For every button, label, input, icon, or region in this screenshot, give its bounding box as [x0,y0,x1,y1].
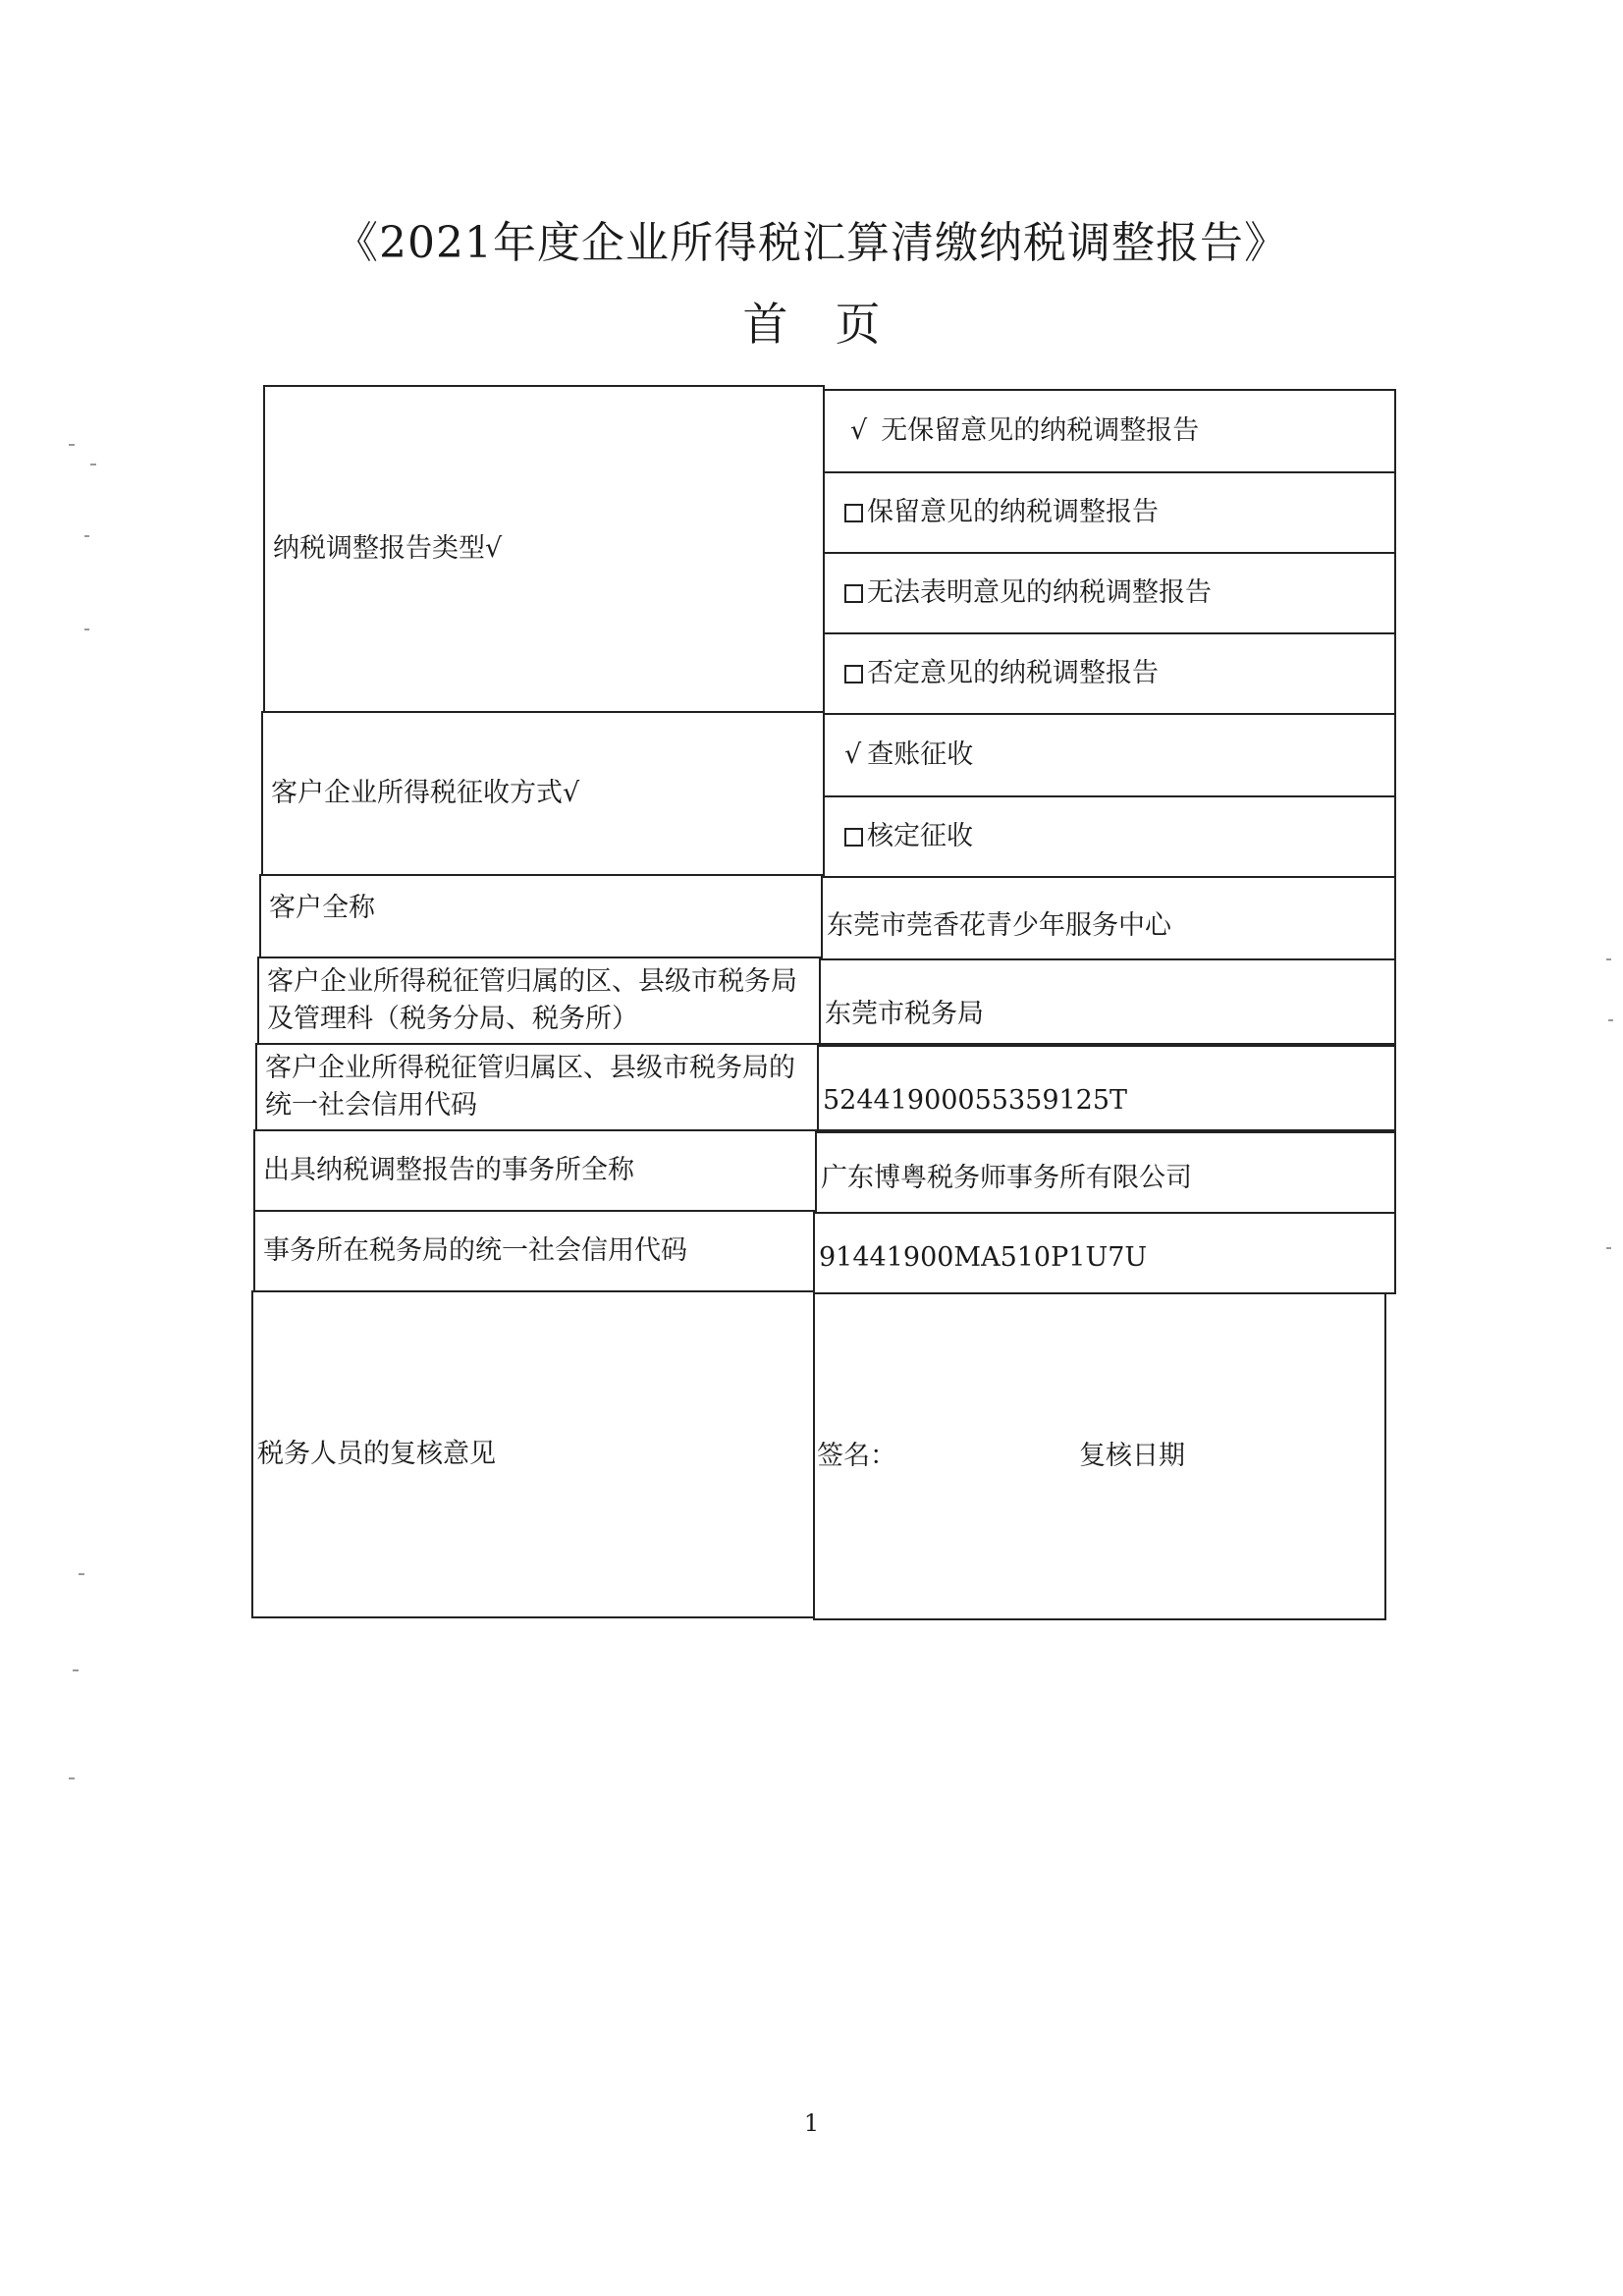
review-label: 税务人员的复核意见 [257,1439,496,1469]
checkbox-empty-icon [844,504,863,522]
option-label: 保留意见的纳税调整报告 [867,497,1159,527]
collection-option-assessed [823,795,1396,878]
option-label: 查账征收 [867,739,974,770]
report-type-option-unqualified [823,389,1396,473]
scan-speck [1608,1019,1613,1021]
firm-credit-code-value: 91441900MA510P1U7U [819,1242,1148,1273]
checkmark-icon: √ [844,739,862,770]
document-title: 《2021年度企业所得税汇算清缴纳税调整报告》 [335,218,1288,268]
client-name-label: 客户全称 [269,893,375,923]
client-name-value: 东莞市莞香花青少年服务中心 [827,910,1171,941]
collection-option-audit [823,713,1396,797]
firm-name-label-cell [253,1129,817,1212]
client-name-label-cell [259,874,823,958]
checkbox-empty-icon [844,665,863,683]
bureau-credit-code-value: 52441900055359125T [823,1085,1128,1116]
tax-bureau-value: 东莞市税务局 [825,999,984,1029]
document-subtitle: 首页 [742,298,928,351]
tax-bureau-label-cell [257,957,821,1045]
client-name-value-cell [821,876,1396,960]
scan-speck [84,629,89,630]
scan-speck [69,1777,75,1779]
firm-name-value-cell [815,1131,1396,1214]
report-type-label-cell [263,385,825,713]
collection-method-label: 客户企业所得税征收方式√ [271,778,580,808]
scan-speck [1606,1247,1611,1249]
scan-speck [69,444,75,446]
page-number: 1 [803,2109,820,2137]
review-label-cell [251,1290,815,1618]
collection-method-label-cell [261,711,825,876]
scan-speck [73,1669,79,1671]
report-type-label: 纳税调整报告类型√ [273,533,503,564]
scan-speck [90,464,96,465]
report-type-option-adverse [823,632,1396,715]
scan-speck [79,1573,84,1575]
bureau-credit-code-label-cell [255,1043,819,1131]
checkbox-empty-icon [844,828,863,847]
bureau-credit-code-value-cell [817,1045,1396,1131]
tax-bureau-label: 客户企业所得税征管归属的区、县级市税务局及管理科（税务分局、税务所） [267,966,797,1034]
option-label: 无保留意见的纳税调整报告 [881,415,1200,446]
firm-credit-code-value-cell [813,1212,1396,1294]
scan-speck [84,535,89,537]
option-label: 核定征收 [867,821,973,851]
bureau-credit-code-label: 客户企业所得税征管归属区、县级市税务局的统一社会信用代码 [265,1053,795,1121]
checkbox-empty-icon [844,584,863,603]
option-label: 否定意见的纳税调整报告 [867,658,1159,688]
firm-name-label: 出具纳税调整报告的事务所全称 [263,1155,634,1185]
checkmark-icon: √ [850,415,868,446]
tax-bureau-value-cell [819,958,1396,1045]
report-type-option-qualified [823,471,1396,554]
review-date-label: 复核日期 [1079,1441,1185,1471]
signature-label: 签名： [817,1441,896,1471]
option-label: 无法表明意见的纳税调整报告 [867,577,1212,608]
review-signature-cell [813,1292,1386,1620]
firm-name-value: 广东博粤税务师事务所有限公司 [821,1163,1192,1193]
firm-credit-code-label-cell [253,1210,815,1292]
scan-speck [1606,958,1611,960]
firm-credit-code-label: 事务所在税务局的统一社会信用代码 [263,1235,687,1266]
report-type-option-disclaimer [823,552,1396,634]
